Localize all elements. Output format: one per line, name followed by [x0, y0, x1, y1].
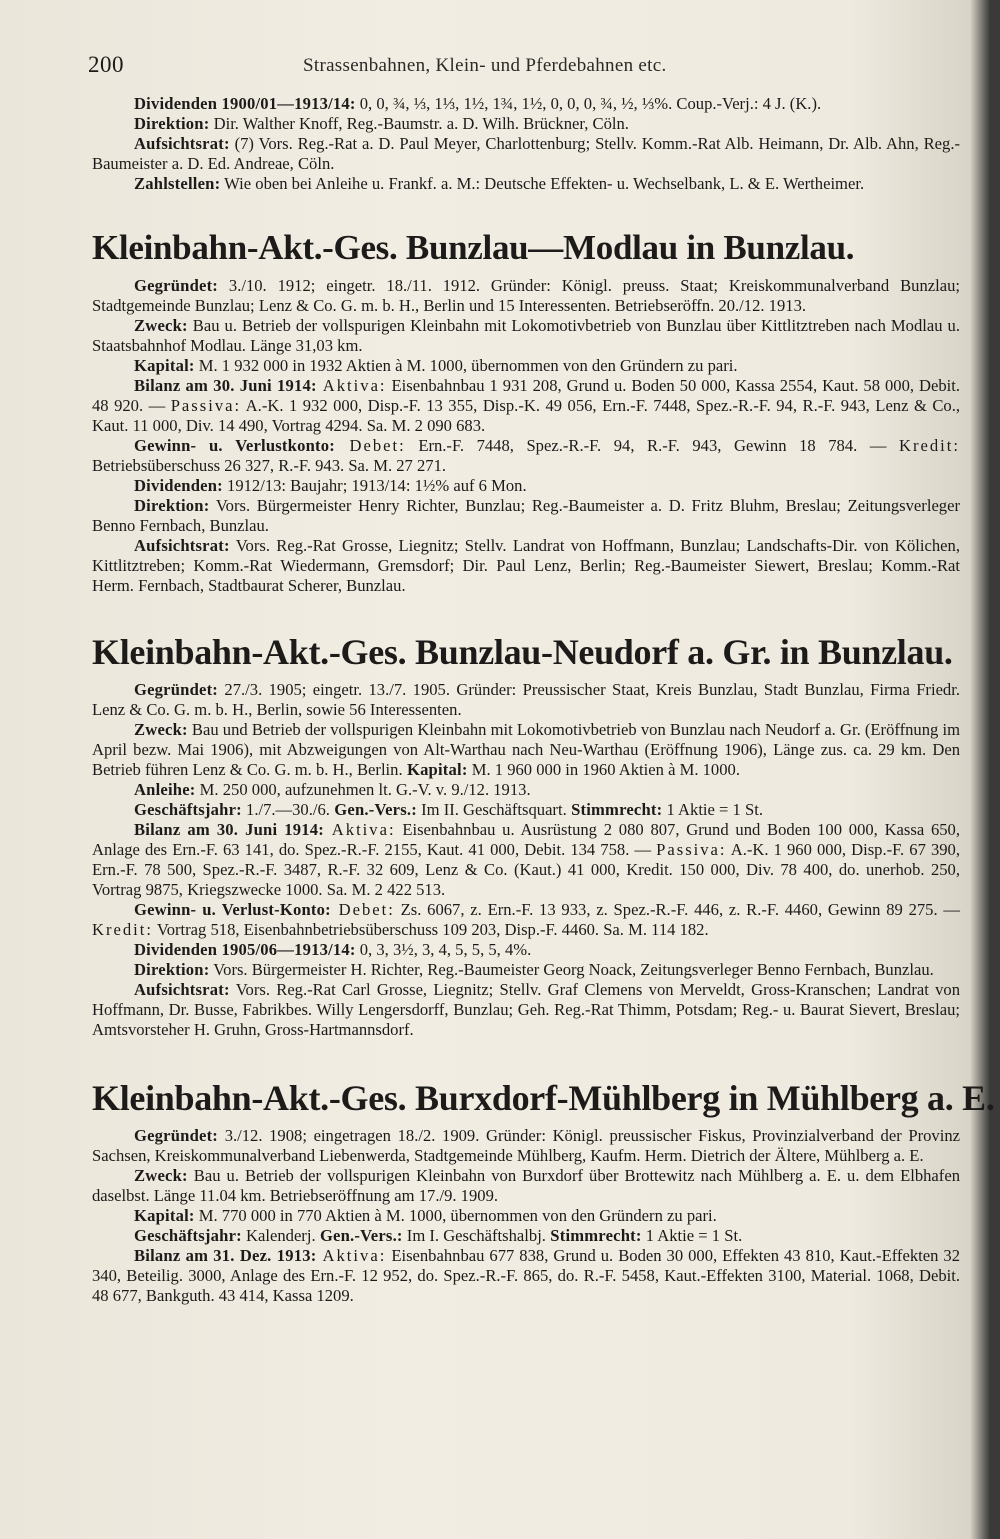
founded-paragraph [92, 276, 960, 316]
founded-text: 27./3. 1905; eingetr. 13./7. 1905. Gründer: Preussischer Staat, Kreis Bunzlau, Stadt Bunzlau, Firma Friedr. Lenz & Co. G. m. b. H., Berlin, sowie 56 Interessenten. [92, 680, 960, 719]
general-meeting-text: Im II. Geschäftsquart. [416, 800, 567, 819]
purpose-text: Bau und Betrieb der vollspurigen Kleinbahn mit Lokomotivbetrieb von Bunzlau nach Neudorf a. Gr. (Eröffnung im April bezw. Mai 1906), mit Abzweigungen von Alt-Warthau nach Neu-Warthau (Eröffnung 1906), Länge zus. ca. 29 km. Den Betrieb führen Lenz & Co. G. m. b. H., Berlin. [92, 720, 960, 779]
dividends-text: 0, 0, ¾, ⅓, 1⅓, 1½, 1¾, 1½, 0, 0, 0, ¾, ½, ⅓%. Coup.-Verj.: 4 J. (K.). [355, 94, 822, 113]
capital-label: Kapital: [402, 760, 468, 779]
founded-paragraph [92, 680, 960, 720]
profit-loss-label: Gewinn- u. Verlust-Konto: [134, 900, 331, 919]
debit-label: Debet: [334, 436, 406, 455]
previous-entry-continuation [92, 94, 960, 194]
debit-text: Ern.-F. 7448, Spez.-R.-F. 94, R.-F. 943, Gewinn 18 784. — [405, 436, 899, 455]
capital-text: M. 1 960 000 in 1960 Aktien à M. 1000. [467, 760, 740, 779]
credit-text: Betriebsüberschuss 26 327, R.-F. 943. Sa. M. 27 271. [92, 456, 447, 475]
fiscal-year-label: Geschäftsjahr: [134, 800, 242, 819]
credit-label: Kredit: [898, 436, 960, 455]
purpose-label: Zweck: [134, 1166, 188, 1185]
balance-paragraph [92, 1246, 960, 1306]
assets-text: Eisenbahnbau 1 931 208, Grund u. Boden 50 000, Kassa 2554, Kaut. 58 000, Debit. 48 920. — [92, 376, 960, 415]
profit-loss-paragraph [92, 900, 960, 940]
loan-label: Anleihe: [134, 780, 196, 799]
liabilities-label: Passiva: [170, 396, 242, 415]
fiscal-year-paragraph [92, 800, 960, 820]
page-content [92, 94, 995, 1306]
general-meeting-label: Gen.-Vers.: [315, 1226, 403, 1245]
management-label: Direktion: [134, 496, 210, 515]
page-header [88, 52, 940, 86]
capital-text: M. 1 932 000 in 1932 Aktien à M. 1000, übernommen von den Gründern zu pari. [194, 356, 738, 375]
liabilities-text: A.-K. 1 960 000, Disp.-F. 67 390, Ern.-F. 78 500, Spez.-R.-F. 3487, R.-F. 32 609, Lenz & Co. (Kaut.) 41 000, Kredit. 150 000, Div. 78 400, do. unerhob. 250, Vortrag 9875, Kriegszwecke 1000. Sa. M. 2 422 513. [92, 840, 961, 899]
supervisory-board-label: Aufsichtsrat: [134, 536, 230, 555]
general-meeting-label: Gen.-Vers.: [329, 800, 417, 819]
supervisory-board-paragraph [92, 134, 960, 174]
paying-agents-paragraph [92, 174, 960, 194]
voting-right-label: Stimmrecht: [566, 800, 663, 819]
capital-label: Kapital: [134, 1206, 195, 1225]
supervisory-board-paragraph [92, 536, 960, 596]
dividends-paragraph [92, 476, 960, 496]
balance-paragraph [92, 376, 960, 436]
founded-label: Gegründet: [134, 1126, 219, 1145]
management-paragraph [92, 496, 960, 536]
liabilities-text: A.-K. 1 932 000, Disp.-F. 13 355, Disp.-K. 49 056, Ern.-F. 7448, Spez.-R.-F. 94, R.-F. 943, Lenz & Co., Kaut. 11 000, Div. 14 490, Vortrag 4294. Sa. M. 2 090 683. [92, 396, 961, 435]
credit-text: Vortrag 518, Eisenbahnbetriebsüberschuss 109 203, Disp.-F. 4460. Sa. M. 114 182. [153, 920, 709, 939]
management-text: Vors. Bürgermeister Henry Richter, Bunzlau; Reg.-Baumeister a. D. Fritz Bluhm, Breslau; Zeitungsverleger Benno Fernbach, Bunzlau. [92, 496, 960, 535]
assets-text: Eisenbahnbau u. Ausrüstung 2 080 807, Grund und Boden 100 000, Kassa 650, Anlage des Ern.-F. 63 141, do. Spez.-R.-F. 2155, Kaut. 41 000, Debit. 134 758. — [92, 820, 960, 859]
supervisory-board-text: (7) Vors. Reg.-Rat a. D. Paul Meyer, Charlottenburg; Stellv. Komm.-Rat Alb. Heimann, Dr. Alb. Ahn, Reg.-Baumeister a. D. Ed. Andreae, Cöln. [92, 134, 960, 173]
purpose-paragraph [92, 1166, 960, 1206]
founded-label: Gegründet: [134, 680, 219, 699]
purpose-paragraph [92, 720, 960, 780]
voting-right-text: 1 Aktie = 1 St. [662, 800, 763, 819]
capital-paragraph [92, 1206, 960, 1226]
company-entry-bunzlau-modlau [92, 228, 960, 596]
assets-label: Aktiva: [316, 376, 387, 395]
assets-label: Aktiva: [316, 1246, 387, 1265]
company-entry-bunzlau-neudorf [92, 632, 960, 1040]
purpose-paragraph [92, 316, 960, 356]
voting-right-label: Stimmrecht: [545, 1226, 642, 1245]
purpose-label: Zweck: [134, 316, 188, 335]
fiscal-year-text: Kalenderj. [241, 1226, 316, 1245]
supervisory-board-text: Vors. Reg.-Rat Grosse, Liegnitz; Stellv. Landrat von Hoffmann, Bunzlau; Landschafts-Dir. von Kölichen, Kittlitztreben; Komm.-Rat Wiedermann, Gremsdorf; Dir. Paul Lenz, Berlin; Reg.-Baumeister Siewert, Breslau; Komm.-Rat Herm. Fernbach, Stadtbaurat Scherer, Bunzlau. [92, 536, 960, 595]
dividends-label: Dividenden 1900/01—1913/14: [134, 94, 356, 113]
dividends-paragraph [92, 940, 960, 960]
supervisory-board-label: Aufsichtsrat: [134, 134, 230, 153]
voting-right-text: 1 Aktie = 1 St. [641, 1226, 743, 1245]
company-heading: Kleinbahn-Akt.-Ges. Bunzlau—Modlau in Bunzlau. [92, 228, 855, 267]
credit-label: Kredit: [92, 920, 154, 939]
balance-label: Bilanz am 31. Dez. 1913: [134, 1246, 317, 1265]
loan-text: M. 250 000, aufzunehmen lt. G.-V. v. 9./12. 1913. [195, 780, 531, 799]
balance-label: Bilanz am 30. Juni 1914: [134, 376, 317, 395]
paying-agents-label: Zahlstellen: [134, 174, 221, 193]
management-text: Dir. Walther Knoff, Reg.-Baumstr. a. D. Wilh. Brückner, Cöln. [209, 114, 629, 133]
founded-label: Gegründet: [134, 276, 219, 295]
liabilities-label: Passiva: [656, 840, 727, 859]
capital-text: M. 770 000 in 770 Aktien à M. 1000, übernommen von den Gründern zu pari. [194, 1206, 717, 1225]
fiscal-year-paragraph [92, 1226, 960, 1246]
dividends-text: 0, 3, 3½, 3, 4, 5, 5, 5, 4%. [355, 940, 532, 959]
founded-paragraph [92, 1126, 960, 1166]
management-text: Vors. Bürgermeister H. Richter, Reg.-Baumeister Georg Noack, Zeitungsverleger Benno Fernbach, Bunzlau. [209, 960, 934, 979]
paying-agents-text: Wie oben bei Anleihe u. Frankf. a. M.: Deutsche Effekten- u. Wechselbank, L. & E. Wertheimer. [220, 174, 865, 193]
management-paragraph [92, 114, 960, 134]
purpose-label: Zweck: [134, 720, 188, 739]
company-heading: Kleinbahn-Akt.-Ges. Bunzlau-Neudorf a. Gr. in Bunzlau. [92, 632, 953, 672]
page-number: 200 [88, 52, 124, 77]
purpose-text: Bau u. Betrieb der vollspurigen Kleinbahn von Burxdorf über Brottewitz nach Mühlberg a. E. u. dem Elbhafen daselbst. Länge 11.04 km. Betriebseröffnung am 17./9. 1909. [92, 1166, 960, 1205]
supervisory-board-paragraph [92, 980, 960, 1040]
fiscal-year-text: 1./7.—30./6. [241, 800, 330, 819]
company-heading: Kleinbahn-Akt.-Ges. Burxdorf-Mühlberg in Mühlberg a. E. [92, 1078, 995, 1118]
dividends-paragraph [92, 94, 960, 114]
company-entry-burxdorf-muehlberg [92, 1078, 995, 1306]
management-label: Direktion: [134, 960, 210, 979]
management-label: Direktion: [134, 114, 210, 133]
balance-label: Bilanz am 30. Juni 1914: [134, 820, 324, 839]
founded-text: 3./10. 1912; eingetr. 18./11. 1912. Gründer: Königl. preuss. Staat; Kreiskommunalverband Bunzlau; Stadtgemeinde Bunzlau; Lenz & Co. G. m. b. H., Berlin und 15 Interessenten. Betriebseröffn. 20./12. 1913. [92, 276, 960, 315]
capital-paragraph [92, 356, 960, 376]
balance-paragraph [92, 820, 960, 900]
profit-loss-label: Gewinn- u. Verlustkonto: [134, 436, 335, 455]
general-meeting-text: Im I. Geschäftshalbj. [402, 1226, 546, 1245]
dividends-label: Dividenden: [134, 476, 223, 495]
capital-label: Kapital: [134, 356, 195, 375]
loan-paragraph [92, 780, 960, 800]
founded-text: 3./12. 1908; eingetragen 18./2. 1909. Gründer: Königl. preussischer Fiskus, Provinzialverband der Provinz Sachsen, Kreiskommunalverband Liebenwerda, Stadtgemeinde Mühlberg, Kaufm. Herm. Dietrich der Ältere, Mühlberg a. E. [92, 1126, 960, 1165]
dividends-label: Dividenden 1905/06—1913/14: [134, 940, 356, 959]
debit-label: Debet: [330, 900, 395, 919]
supervisory-board-label: Aufsichtsrat: [134, 980, 230, 999]
dividends-text: 1912/13: Baujahr; 1913/14: 1½% auf 6 Mon. [222, 476, 527, 495]
purpose-text: Bau u. Betrieb der vollspurigen Kleinbahn mit Lokomotivbetrieb von Bunzlau über Kittlitztreben nach Modlau u. Staatsbahnhof Modlau. Länge 31,03 km. [92, 316, 960, 355]
supervisory-board-text: Vors. Reg.-Rat Carl Grosse, Liegnitz; Stellv. Graf Clemens von Merveldt, Gross-Kranschen; Landrat von Hoffmann, Dr. Busse, Fabrikbes. Willy Lengersdorff, Bunzlau; Geh. Reg.-Rat Thimm, Potsdam; Reg.- u. Baurat Sievert, Breslau; Amtsvorsteher H. Gruhn, Gross-Hartmannsdorf. [92, 980, 960, 1039]
fiscal-year-label: Geschäftsjahr: [134, 1226, 242, 1245]
running-title: Strassenbahnen, Klein- und Pferdebahnen etc. [303, 55, 667, 76]
management-paragraph [92, 960, 960, 980]
assets-label: Aktiva: [323, 820, 396, 839]
profit-loss-paragraph [92, 436, 960, 476]
assets-text: Eisenbahnbau 677 838, Grund u. Boden 30 000, Effekten 43 810, Kaut.-Effekten 32 340, Beteilig. 3000, Anlage des Ern.-F. 12 952, do. Spez.-R.-F. 865, do. R.-F. 5458, Kaut.-Effekten 3100, Material. 1068, Debit. 48 677, Bankguth. 43 414, Kassa 1209. [92, 1246, 960, 1305]
debit-text: Zs. 6067, z. Ern.-F. 13 933, z. Spez.-R.-F. 446, z. R.-F. 4460, Gewinn 89 275. — [394, 900, 960, 919]
